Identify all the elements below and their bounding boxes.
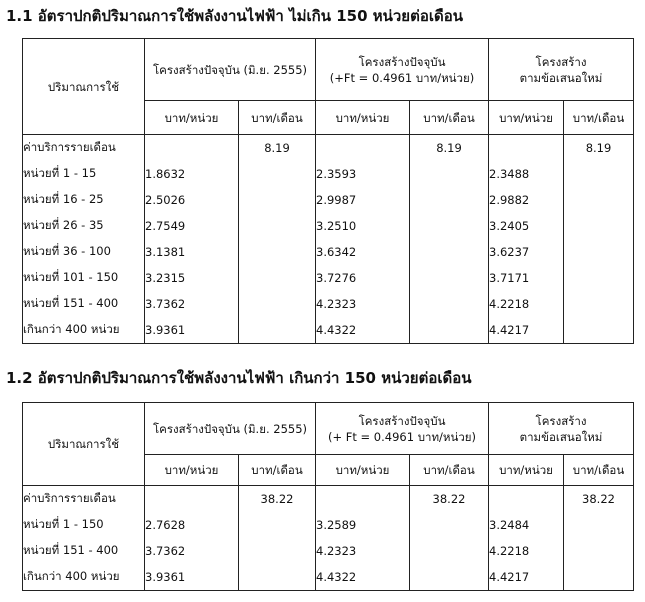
per-unit-value: 3.7362 xyxy=(145,538,239,564)
per-month-header: บาท/เดือน xyxy=(239,101,316,135)
rate-label-cell: ค่าบริการรายเดือน xyxy=(23,135,145,162)
rate-label-cell: เกินกว่า 400 หน่วย xyxy=(23,317,145,344)
per-unit-value: 2.3488 xyxy=(489,161,564,187)
per-unit-header: บาท/หน่วย xyxy=(316,101,410,135)
per-month-value: 8.19 xyxy=(564,135,634,162)
per-month-value xyxy=(410,265,489,291)
per-month-value xyxy=(239,265,316,291)
group-header-line: (+ Ft = 0.4961 บาท/หน่วย) xyxy=(327,429,477,444)
table-row xyxy=(23,161,634,187)
table-row xyxy=(23,265,634,291)
per-month-value xyxy=(239,213,316,239)
rate-label-cell: หน่วยที่ 36 - 100 xyxy=(23,239,145,265)
per-month-value xyxy=(564,512,634,538)
per-month-header: บาท/เดือน xyxy=(239,455,316,486)
per-month-header: บาท/เดือน xyxy=(410,455,489,486)
per-unit-header: บาท/หน่วย xyxy=(489,101,564,135)
group-header-line: (+Ft = 0.4961 บาท/หน่วย) xyxy=(329,70,475,85)
per-month-value xyxy=(410,239,489,265)
per-unit-value xyxy=(489,135,564,162)
table-row xyxy=(23,291,634,317)
per-unit-value: 2.7628 xyxy=(145,512,239,538)
per-unit-value: 2.5026 xyxy=(145,187,239,213)
per-unit-value xyxy=(489,486,564,513)
per-unit-value: 4.2323 xyxy=(316,291,410,317)
per-month-value xyxy=(410,213,489,239)
rate-label-cell: หน่วยที่ 1 - 15 xyxy=(23,161,145,187)
per-month-value xyxy=(410,291,489,317)
per-month-value xyxy=(239,161,316,187)
per-unit-value: 3.2589 xyxy=(316,512,410,538)
per-unit-value: 2.9987 xyxy=(316,187,410,213)
per-month-value: 8.19 xyxy=(239,135,316,162)
per-month-value xyxy=(239,512,316,538)
per-unit-header: บาท/หน่วย xyxy=(489,455,564,486)
per-unit-value xyxy=(316,135,410,162)
proposed-structure-header xyxy=(489,403,634,455)
per-month-value xyxy=(239,239,316,265)
per-unit-value: 4.4217 xyxy=(489,564,564,591)
rate-label-cell: หน่วยที่ 26 - 35 xyxy=(23,213,145,239)
group-header-line: โครงสร้าง xyxy=(535,413,587,428)
rate-label-cell: ค่าบริการรายเดือน xyxy=(23,486,145,513)
rate-label-cell: หน่วยที่ 151 - 400 xyxy=(23,291,145,317)
per-unit-value: 1.8632 xyxy=(145,161,239,187)
per-unit-value: 4.2323 xyxy=(316,538,410,564)
per-unit-value: 2.3593 xyxy=(316,161,410,187)
per-month-value xyxy=(564,291,634,317)
per-month-value xyxy=(410,317,489,344)
table-row xyxy=(23,538,634,564)
per-unit-value: 3.2405 xyxy=(489,213,564,239)
per-unit-value: 3.7362 xyxy=(145,291,239,317)
per-month-value: 8.19 xyxy=(410,135,489,162)
per-month-value xyxy=(410,187,489,213)
per-month-value xyxy=(564,538,634,564)
per-unit-header: บาท/หน่วย xyxy=(145,101,239,135)
per-unit-header: บาท/หน่วย xyxy=(316,455,410,486)
per-unit-value: 3.6342 xyxy=(316,239,410,265)
rate-label-cell: หน่วยที่ 101 - 150 xyxy=(23,265,145,291)
table-row xyxy=(23,564,634,591)
per-unit-header: บาท/หน่วย xyxy=(145,455,239,486)
rate-table-2 xyxy=(22,402,634,591)
group-header-line: โครงสร้างปัจจุบัน xyxy=(358,54,446,69)
per-unit-value: 3.7171 xyxy=(489,265,564,291)
per-unit-value: 3.2315 xyxy=(145,265,239,291)
rate-table-1 xyxy=(22,38,634,344)
per-month-value xyxy=(239,538,316,564)
per-unit-value: 2.9882 xyxy=(489,187,564,213)
per-unit-value: 4.4322 xyxy=(316,564,410,591)
proposed-structure-header xyxy=(489,39,634,101)
per-month-header: บาท/เดือน xyxy=(564,455,634,486)
table-row xyxy=(23,486,634,513)
per-unit-value: 4.4217 xyxy=(489,317,564,344)
per-unit-value: 3.7276 xyxy=(316,265,410,291)
section-1-title: 1.1 อัตราปกติปริมาณการใช้พลังงานไฟฟ้า ไม่เกิน 150 หน่วยต่อเดือน xyxy=(6,7,463,25)
group-header-line: ตามข้อเสนอใหม่ xyxy=(519,429,603,444)
group-header-line: โครงสร้างปัจจุบัน xyxy=(358,413,446,428)
rate-label-cell: หน่วยที่ 1 - 150 xyxy=(23,512,145,538)
current-structure-header: โครงสร้างปัจจุบัน (มิ.ย. 2555) xyxy=(145,403,316,455)
per-month-header: บาท/เดือน xyxy=(410,101,489,135)
per-month-value xyxy=(564,564,634,591)
per-unit-value: 2.7549 xyxy=(145,213,239,239)
table-row xyxy=(23,135,634,162)
rate-label-cell: หน่วยที่ 151 - 400 xyxy=(23,538,145,564)
per-month-value xyxy=(564,187,634,213)
per-month-value xyxy=(239,564,316,591)
per-month-value xyxy=(239,317,316,344)
per-unit-value: 4.2218 xyxy=(489,291,564,317)
per-month-value: 38.22 xyxy=(239,486,316,513)
per-unit-value xyxy=(316,486,410,513)
table-row xyxy=(23,239,634,265)
per-month-value xyxy=(410,564,489,591)
per-unit-value: 3.6237 xyxy=(489,239,564,265)
section-2-title: 1.2 อัตราปกติปริมาณการใช้พลังงานไฟฟ้า เกินกว่า 150 หน่วยต่อเดือน xyxy=(6,369,472,387)
per-month-value xyxy=(564,265,634,291)
per-unit-value: 4.2218 xyxy=(489,538,564,564)
per-unit-value xyxy=(145,486,239,513)
per-month-value: 38.22 xyxy=(410,486,489,513)
per-unit-value: 4.4322 xyxy=(316,317,410,344)
current-structure-ft-header xyxy=(316,39,489,101)
per-month-value xyxy=(239,291,316,317)
table-row xyxy=(23,512,634,538)
current-structure-header: โครงสร้างปัจจุบัน (มิ.ย. 2555) xyxy=(145,39,316,101)
per-unit-value: 3.9361 xyxy=(145,564,239,591)
table-row xyxy=(23,213,634,239)
per-unit-value xyxy=(145,135,239,162)
per-unit-value: 3.9361 xyxy=(145,317,239,344)
per-month-value xyxy=(410,512,489,538)
per-month-value xyxy=(564,161,634,187)
usage-header: ปริมาณการใช้ xyxy=(23,39,145,135)
per-month-value xyxy=(410,161,489,187)
per-unit-value: 3.2510 xyxy=(316,213,410,239)
per-month-value xyxy=(564,213,634,239)
group-header-line: โครงสร้าง xyxy=(535,54,587,69)
current-structure-ft-header xyxy=(316,403,489,455)
per-month-value xyxy=(410,538,489,564)
per-month-value xyxy=(239,187,316,213)
table-row xyxy=(23,187,634,213)
rate-label-cell: เกินกว่า 400 หน่วย xyxy=(23,564,145,591)
group-header-line: ตามข้อเสนอใหม่ xyxy=(519,70,603,85)
per-unit-value: 3.1381 xyxy=(145,239,239,265)
per-month-header: บาท/เดือน xyxy=(564,101,634,135)
per-month-value xyxy=(564,317,634,344)
per-month-value xyxy=(564,239,634,265)
table-row xyxy=(23,317,634,344)
usage-header: ปริมาณการใช้ xyxy=(23,403,145,486)
per-unit-value: 3.2484 xyxy=(489,512,564,538)
per-month-value: 38.22 xyxy=(564,486,634,513)
rate-label-cell: หน่วยที่ 16 - 25 xyxy=(23,187,145,213)
